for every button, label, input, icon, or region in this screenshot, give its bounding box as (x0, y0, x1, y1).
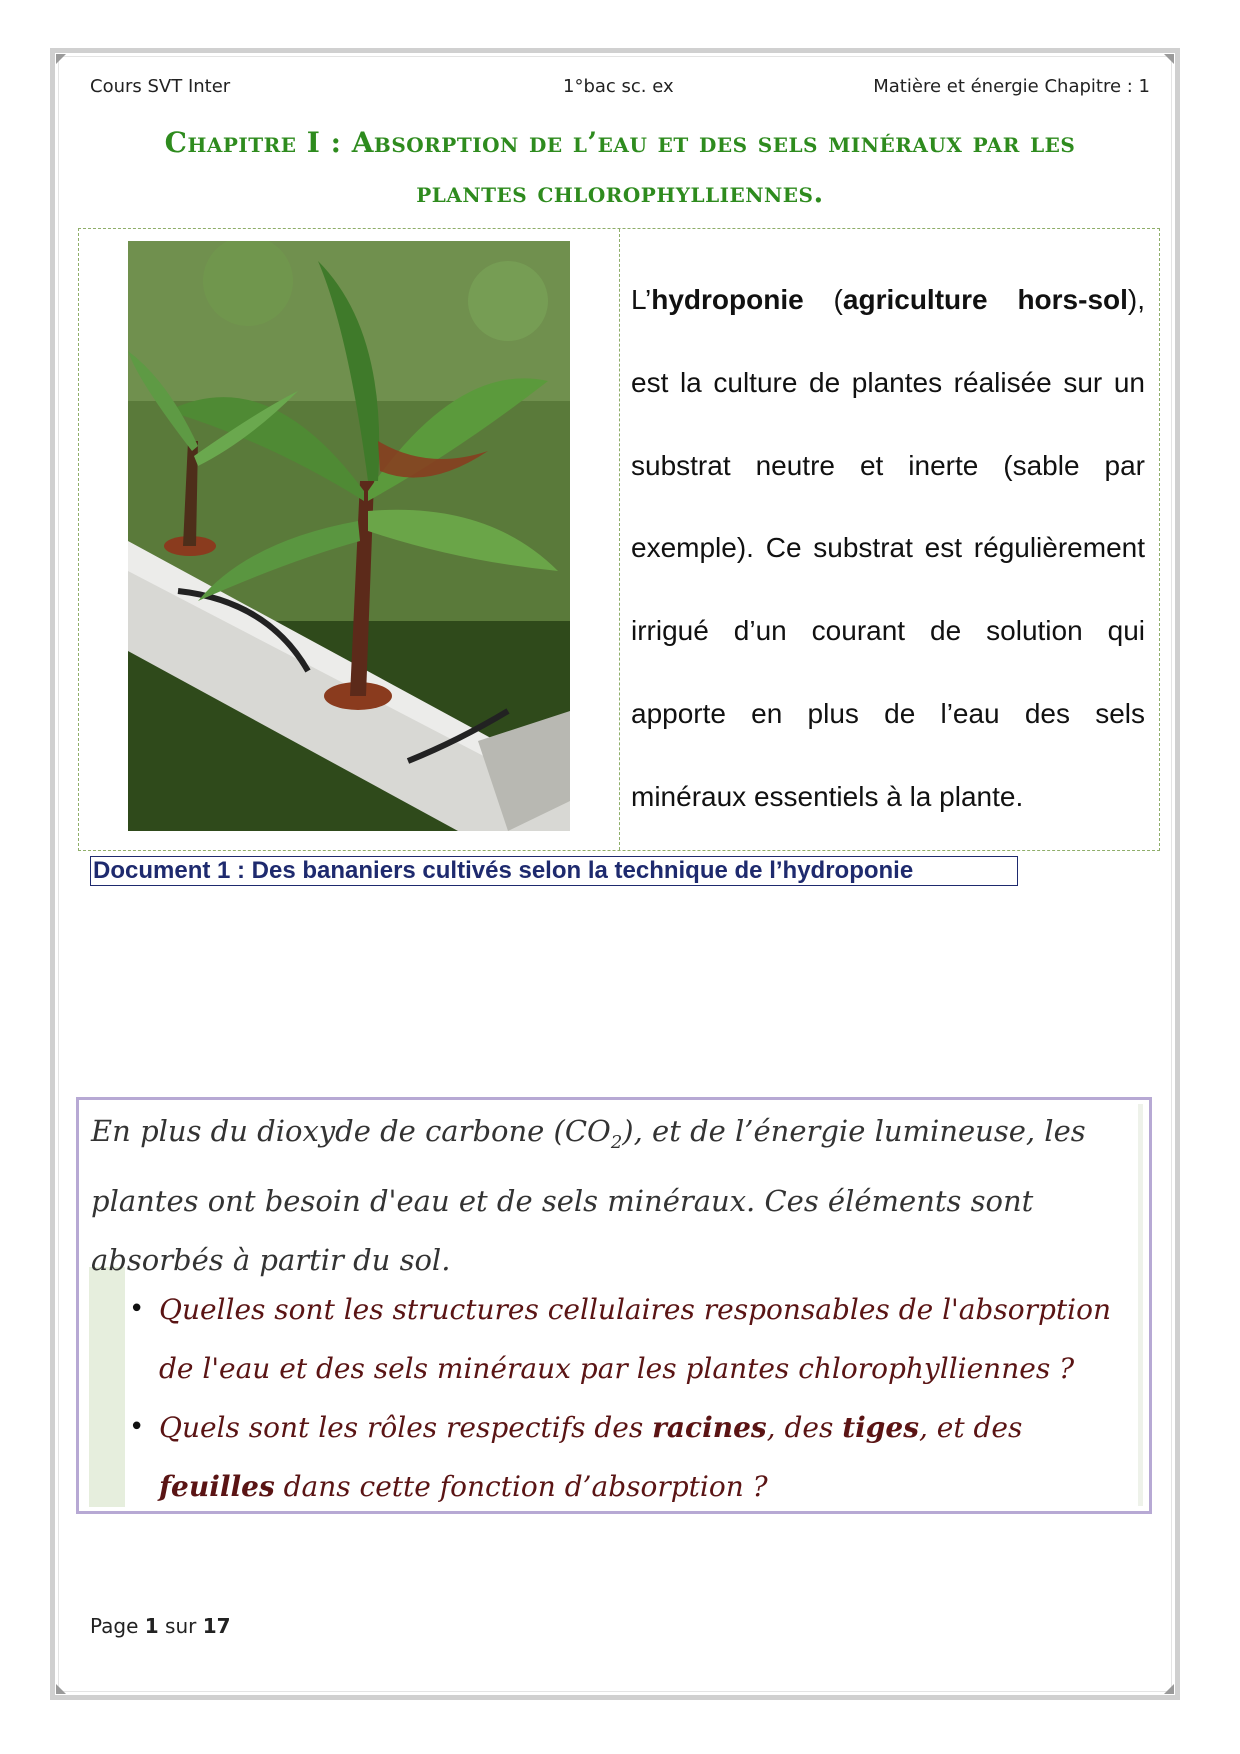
para-text-2: ( (803, 284, 843, 315)
q2-part-1: Quels sont les rôles respectifs des (159, 1411, 653, 1444)
term-hydroponie: hydroponie (651, 284, 804, 315)
intro-text-1: En plus du dioxyde de carbone (CO (91, 1114, 611, 1148)
para-text-1: L’ (631, 284, 652, 315)
table-divider (619, 229, 620, 850)
banana-plant-illustration (128, 241, 570, 831)
question-item (91, 1280, 1131, 1398)
chapter-title-line1: Chapitre I : Absorption de l’eau et des sels minéraux par les (164, 126, 1076, 159)
footer-page-label: Page (90, 1614, 145, 1638)
para-text-3: ), est la culture de plantes réalisée sur un substrat neutre et inerte (sable par exemple). Ce substrat est régulièrement irrigué d’un courant de solution qui apporte en plus de l’eau des sels minéraux essentiels à la plante. (631, 284, 1146, 812)
intro-text-2: ), et de l’énergie lumineuse, les plantes ont besoin d'eau et de sels minéraux. Ces éléments sont absorbés à partir du sol. (91, 1114, 1086, 1277)
question-1-text: Quelles sont les structures cellulaires responsables de l'absorption de l'eau et des sels minéraux par les plantes chlorophylliennes ? (159, 1293, 1111, 1385)
q2-part-4: dans cette fonction d’absorption ? (274, 1470, 768, 1503)
question-list (91, 1280, 1131, 1516)
chapter-title (84, 118, 1156, 218)
footer-page-number: 1 (144, 1614, 159, 1638)
question-box (76, 1097, 1152, 1514)
term-agriculture-hors-sol: agriculture hors-sol (842, 284, 1128, 315)
term-tiges: tiges (842, 1411, 919, 1444)
co2-subscript: 2 (610, 1131, 623, 1153)
bullet-icon: • (129, 1294, 145, 1324)
footer-total-pages: 17 (202, 1614, 231, 1638)
term-racines: racines (652, 1411, 767, 1444)
box-shade-right (1138, 1104, 1143, 1506)
footer-of-label: sur (158, 1614, 203, 1638)
document1-table (78, 228, 1160, 851)
header-course: Cours SVT Inter (90, 76, 231, 97)
question-item (91, 1398, 1131, 1516)
chapter-title-line2: plantes chlorophylliennes. (416, 176, 824, 209)
question-intro (91, 1102, 1131, 1290)
corner-ornament (1164, 1684, 1174, 1694)
header-level: 1°bac sc. ex (563, 76, 674, 97)
document1-caption: Document 1 : Des bananiers cultivés selon la technique de l’hydroponie (90, 856, 1018, 886)
question-2-text (159, 1411, 1022, 1503)
corner-ornament (56, 1684, 66, 1694)
header-chapter: Matière et énergie Chapitre : 1 (873, 76, 1150, 97)
banana-hydroponics-photo (128, 241, 570, 831)
corner-ornament (1164, 54, 1174, 64)
page-footer (90, 1614, 231, 1638)
q2-part-2: , des (766, 1411, 843, 1444)
hydroponics-paragraph (631, 259, 1145, 839)
term-feuilles: feuilles (159, 1470, 275, 1503)
bullet-icon: • (129, 1412, 145, 1442)
q2-part-3: , et des (918, 1411, 1023, 1444)
corner-ornament (56, 54, 66, 64)
